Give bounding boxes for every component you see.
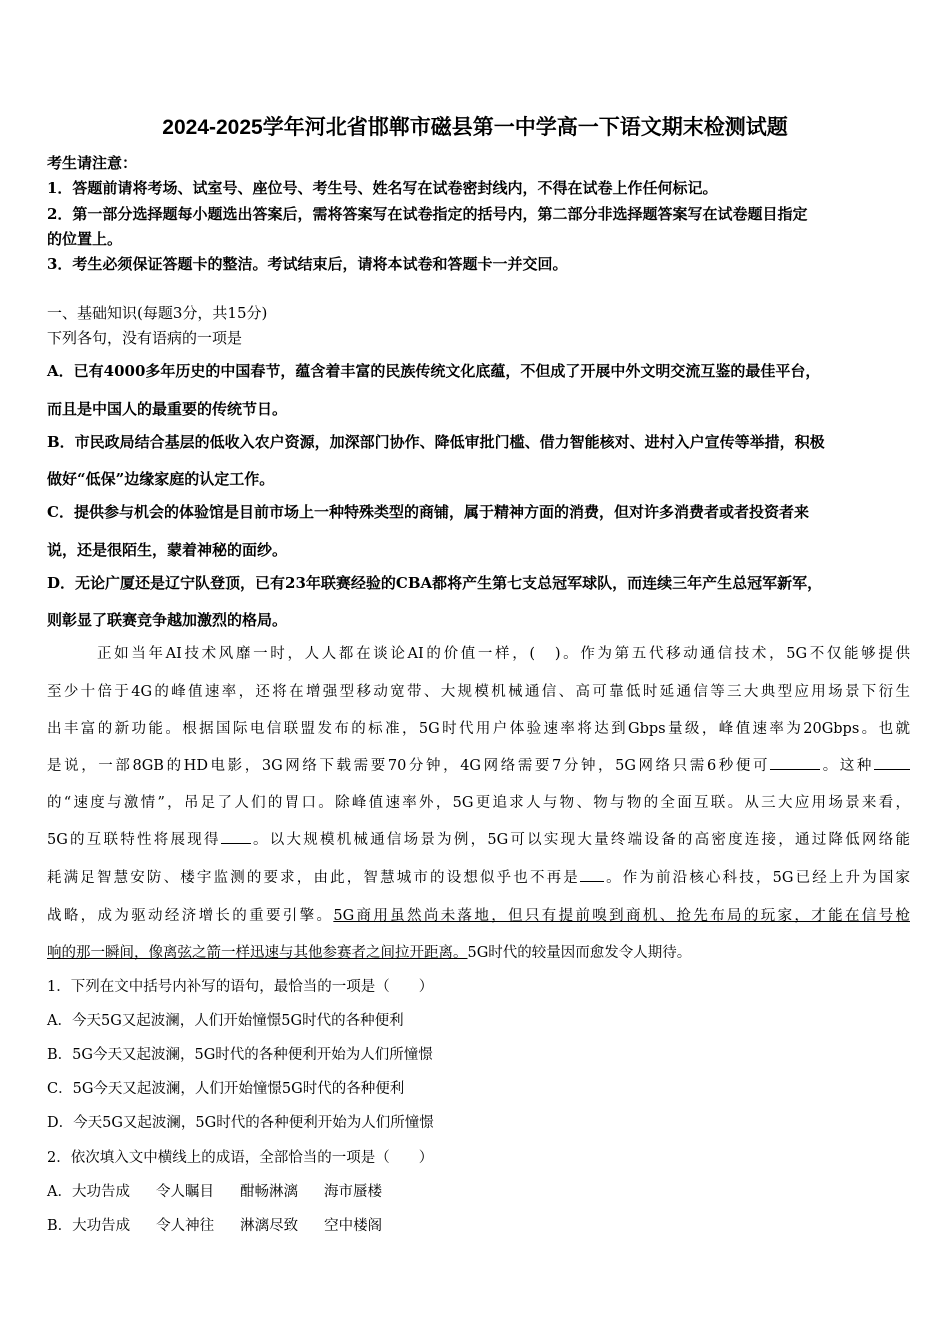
underlined-sentence: 响的那一瞬间，像离弦之箭一样迅速与其他参赛者之间拉开距离。 [47,945,468,961]
passage-line [47,866,910,887]
passage-line: 的“速度与激情”，吊足了人们的胃口。除峰值速率外，5G更追求人与物、物与物的全面互联。从三大应用场景来看， [47,795,910,811]
q1-option: B．5G今天又起波澜，5G时代的各种便利开始为人们所憧憬 [47,1047,433,1063]
idiom: 令人瞩目 [155,1184,214,1200]
fill-blank [580,869,604,882]
passage-text: 。以大规模机械通信场景为例，5G可以实现大量终端设备的高密度连接，通过降低网络能 [250,832,910,848]
notice-item: 2．第一部分选择题每小题选出答案后，需将答案写在试卷指定的括号内，第二部分非选择题答案写在试卷题目指定 [47,205,808,223]
notice-item: 1．答题前请将考场、试室号、座位号、考生号、姓名写在试卷密封线内，不得在试卷上作任何标记。 [47,179,718,197]
passage-line: 出丰富的新功能。根据国际电信联盟发布的标准，5G时代用户体验速率将达到Gbps量级，峰值速率为20Gbps。也就 [47,721,910,737]
idiom: 海市蜃楼 [323,1184,382,1200]
option-a-line2: 而且是中国人的最重要的传统节日。 [47,400,288,418]
q1-option: A．今天5G又起波澜，人们开始憧憬5G时代的各种便利 [47,1013,404,1029]
notice-item: 的位置上。 [47,230,123,248]
option-a-line1: A．已有4000多年历史的中国春节，蕴含着丰富的民族传统文化底蕴，不但成了开展中外文明交流互鉴的最佳平台， [47,362,821,380]
notice-heading: 考生请注意： [47,154,138,172]
passage-text: 。这种 [820,758,874,774]
passage-text: 战略，成为驱动经济增长的重要引擎。 [47,908,334,924]
passage-line [47,828,910,849]
passage-line [47,941,910,962]
fill-blank [874,757,910,770]
idiom: 淋漓尽致 [240,1218,299,1234]
option-d-line1: D．无论广厦还是辽宁队登顶，已有23年联赛经验的CBA都将产生第七支总冠军球队，而连续三年产生总冠军新军， [47,574,823,592]
option-b-line2: 做好“低保”边缘家庭的认定工作。 [47,470,275,488]
idiom: 酣畅淋漓 [239,1184,298,1200]
idiom: 空中楼阁 [324,1218,383,1234]
option-b-line1: B．市民政局结合基层的低收入农户资源，加深部门协作、降低审批门槛、借力智能核对、进村入户宣传等举措，积极 [47,433,825,451]
section-heading: 一、基础知识(每题3分，共15分) [47,304,268,322]
option-c-line2: 说，还是很陌生，蒙着神秘的面纱。 [47,541,288,559]
idiom: 令人神往 [156,1218,215,1234]
passage-line: 正如当年AI技术风靡一时，人人都在谈论AI的价值一样，( )。作为第五代移动通信技术，5G不仅能够提供 [97,646,910,662]
passage-text: 5G的互联特性将展现得 [47,832,221,848]
idiom: 大功告成 [72,1218,131,1234]
option-label: B． [47,1218,73,1234]
passage-line: 至少十倍于4G的峰值速率，还将在增强型移动宽带、大规模机械通信、高可靠低时延通信等三大典型应用场景下衍生 [47,684,910,700]
q2-stem: 2．依次填入文中横线上的成语，全部恰当的一项是（ ） [47,1150,434,1166]
question-stem: 下列各句，没有语病的一项是 [47,329,243,347]
idiom: 大功告成 [71,1184,130,1200]
option-label: A． [47,1184,72,1200]
q1-stem: 1．下列在文中括号内补写的语句，最恰当的一项是（ ） [47,979,434,995]
underlined-sentence: 5G商用虽然尚未落地，但只有提前嗅到商机、抢先布局的玩家，才能在信号枪 [333,908,910,924]
q1-option: D．今天5G又起波澜，5G时代的各种便利开始为人们所憧憬 [47,1115,434,1131]
notice-item: 3．考生必须保证答题卡的整洁。考试结束后，请将本试卷和答题卡一并交回。 [47,255,568,273]
passage-text: 5G时代的较量因而愈发令人期待。 [467,945,692,961]
fill-blank [770,757,820,770]
q2-option-a [47,1180,408,1201]
q1-option: C．5G今天又起波澜，人们开始憧憬5G时代的各种便利 [47,1081,405,1097]
q2-option-b [47,1214,408,1235]
page-title: 2024-2025学年河北省邯郸市磁县第一中学高一下语文期末检测试题 [162,116,788,139]
passage-line [47,904,910,925]
option-d-line2: 则彰显了联赛竞争越加激烈的格局。 [47,611,288,629]
passage-text: 耗满足智慧安防、楼宇监测的要求，由此，智慧城市的设想似乎也不再是 [47,870,580,886]
passage-line [47,754,910,775]
passage-text: 。作为前沿核心科技，5G已经上升为国家 [603,870,910,886]
option-c-line1: C．提供参与机会的体验馆是目前市场上一种特殊类型的商铺，属于精神方面的消费，但对许多消费者或者投资者来 [47,503,809,521]
passage-text: 是说，一部8GB的HD电影，3G网络下载需要70分钟，4G网络需要7分钟，5G网络只需6秒便可 [47,758,771,774]
fill-blank [221,831,251,844]
